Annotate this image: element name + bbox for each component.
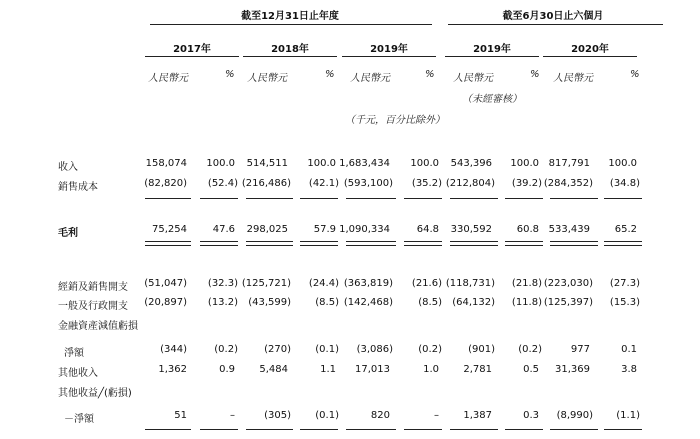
cell-pct: (52.4): [207, 178, 238, 189]
cell-pct: 57.9: [313, 224, 336, 235]
subtotal-rule: [505, 429, 543, 430]
subtotal-rule: [450, 429, 498, 430]
cell-amount: 977: [570, 344, 590, 355]
subtotal-rule: [346, 198, 396, 199]
year-rule: [342, 56, 436, 57]
cell-pct: 100.0: [608, 158, 637, 169]
thousands-note: （千元，百分比除外）: [345, 115, 445, 126]
cell-pct: (11.8): [511, 297, 542, 308]
cell-pct: (0.2): [214, 344, 238, 355]
unit-label: 人民幣元: [350, 73, 390, 84]
cell-amount: 158,074: [145, 158, 187, 169]
cell-amount: (43,599): [248, 297, 291, 308]
cell-pct: (8.5): [418, 297, 442, 308]
row-label: 其他收益╱(虧損): [58, 388, 132, 399]
cell-amount: 1,683,434: [339, 158, 390, 169]
row-label: 銷售成本: [58, 182, 98, 193]
cell-amount: 514,511: [246, 158, 288, 169]
cell-pct: 0.1: [621, 344, 637, 355]
year-rule: [145, 56, 239, 57]
cell-amount: (593,100): [343, 178, 393, 189]
cell-pct: (13.2): [207, 297, 238, 308]
subtotal-rule: [246, 198, 293, 199]
row-label: 經銷及銷售開支: [58, 282, 128, 293]
subtotal-rule: [604, 429, 642, 430]
pct-label: %: [530, 69, 540, 80]
total-rule: [346, 241, 396, 246]
row-label-continued: －淨額: [64, 414, 94, 425]
year-header: 2019年: [473, 44, 511, 55]
subtotal-rule: [404, 429, 442, 430]
total-rule: [246, 241, 293, 246]
cell-amount: 1,362: [158, 364, 187, 375]
cell-amount: (284,352): [543, 178, 593, 189]
cell-amount: 31,369: [555, 364, 590, 375]
cell-pct: (35.2): [411, 178, 442, 189]
subtotal-rule: [200, 198, 238, 199]
year-header: 2020年: [571, 44, 609, 55]
cell-amount: 51: [174, 410, 187, 421]
cell-pct: 1.1: [320, 364, 336, 375]
cell-pct: 47.6: [212, 224, 235, 235]
cell-pct: 0.5: [523, 364, 539, 375]
cell-pct: 60.8: [516, 224, 539, 235]
cell-pct: 1.0: [423, 364, 439, 375]
cell-amount: (363,819): [343, 278, 393, 289]
cell-amount: (125,721): [241, 278, 291, 289]
cell-amount: 1,387: [463, 410, 492, 421]
cell-amount: (8,990): [556, 410, 593, 421]
total-rule: [550, 241, 598, 246]
cell-pct: 64.8: [416, 224, 439, 235]
cell-pct: –: [230, 410, 235, 421]
cell-pct: (0.1): [315, 410, 339, 421]
group-header-year: 截至12月31日止年度: [241, 11, 339, 22]
cell-amount: 543,396: [450, 158, 492, 169]
row-label: 其他收入: [58, 368, 98, 379]
cell-amount: (142,468): [343, 297, 393, 308]
cell-pct: (27.3): [609, 278, 640, 289]
subtotal-rule: [200, 429, 238, 430]
pct-label: %: [225, 69, 235, 80]
unit-label: 人民幣元: [247, 73, 287, 84]
cell-pct: 100.0: [307, 158, 336, 169]
unit-label: 人民幣元: [553, 73, 593, 84]
subtotal-rule: [404, 198, 442, 199]
cell-pct: (24.4): [308, 278, 339, 289]
cell-amount: 2,781: [463, 364, 492, 375]
unit-label: 人民幣元: [453, 73, 493, 84]
cell-amount: (212,804): [445, 178, 495, 189]
total-rule: [300, 241, 338, 246]
cell-amount: (344): [160, 344, 187, 355]
subtotal-rule: [550, 429, 598, 430]
year-rule: [445, 56, 539, 57]
year-header: 2017年: [173, 44, 211, 55]
group-header-half: 截至6月30日止六個月: [502, 11, 604, 22]
cell-pct: (32.3): [207, 278, 238, 289]
cell-pct: –: [434, 410, 439, 421]
cell-amount: (901): [468, 344, 495, 355]
group-rule-year: [150, 24, 432, 25]
row-label: 收入: [58, 162, 78, 173]
pct-label: %: [425, 69, 435, 80]
cell-pct: 100.0: [510, 158, 539, 169]
total-rule: [604, 241, 642, 246]
cell-pct: (0.2): [418, 344, 442, 355]
cell-amount: 17,013: [355, 364, 390, 375]
cell-amount: (3,086): [356, 344, 393, 355]
cell-pct: (1.1): [616, 410, 640, 421]
total-rule: [505, 241, 543, 246]
cell-amount: (270): [264, 344, 291, 355]
subtotal-rule: [145, 198, 191, 199]
cell-pct: (34.8): [609, 178, 640, 189]
row-label-continued: 淨額: [64, 348, 84, 359]
subtotal-rule: [550, 198, 598, 199]
subtotal-rule: [300, 429, 338, 430]
cell-pct: (42.1): [308, 178, 339, 189]
cell-pct: 100.0: [206, 158, 235, 169]
cell-amount: 5,484: [259, 364, 288, 375]
cell-pct: (0.2): [518, 344, 542, 355]
subtotal-rule: [145, 429, 191, 430]
cell-amount: (82,820): [144, 178, 187, 189]
cell-pct: (39.2): [511, 178, 542, 189]
cell-pct: 100.0: [410, 158, 439, 169]
row-label: 金融資產減值虧損: [58, 321, 138, 332]
cell-pct: (8.5): [315, 297, 339, 308]
cell-pct: 65.2: [614, 224, 637, 235]
group-rule-half: [448, 24, 663, 25]
subtotal-rule: [246, 429, 293, 430]
cell-amount: (20,897): [144, 297, 187, 308]
cell-pct: 0.9: [219, 364, 235, 375]
cell-amount: 330,592: [450, 224, 492, 235]
year-rule: [543, 56, 637, 57]
year-header: 2019年: [370, 44, 408, 55]
cell-amount: 298,025: [246, 224, 288, 235]
cell-pct: (15.3): [609, 297, 640, 308]
cell-pct: (0.1): [315, 344, 339, 355]
cell-amount: (118,731): [445, 278, 495, 289]
cell-pct: (21.8): [511, 278, 542, 289]
subtotal-rule: [300, 198, 338, 199]
cell-amount: 820: [370, 410, 390, 421]
cell-amount: (64,132): [452, 297, 495, 308]
cell-amount: (223,030): [543, 278, 593, 289]
row-label: 一般及行政開支: [58, 301, 128, 312]
total-rule: [404, 241, 442, 246]
total-rule: [450, 241, 498, 246]
cell-amount: 1,090,334: [339, 224, 390, 235]
year-header: 2018年: [271, 44, 309, 55]
cell-pct: 3.8: [621, 364, 637, 375]
cell-amount: 75,254: [152, 224, 187, 235]
pct-label: %: [630, 69, 640, 80]
pct-label: %: [325, 69, 335, 80]
total-rule: [200, 241, 238, 246]
cell-amount: (125,397): [543, 297, 593, 308]
cell-pct: (21.6): [411, 278, 442, 289]
cell-amount: (51,047): [144, 278, 187, 289]
subtotal-rule: [505, 198, 543, 199]
cell-amount: 817,791: [548, 158, 590, 169]
subtotal-rule: [450, 198, 498, 199]
unaudited-note: （未經審核）: [462, 94, 522, 105]
year-rule: [243, 56, 337, 57]
unit-label: 人民幣元: [148, 73, 188, 84]
cell-amount: (216,486): [241, 178, 291, 189]
cell-amount: 533,439: [548, 224, 590, 235]
cell-pct: 0.3: [523, 410, 539, 421]
subtotal-rule: [604, 198, 642, 199]
cell-amount: (305): [264, 410, 291, 421]
subtotal-rule: [346, 429, 396, 430]
row-label: 毛利: [58, 228, 78, 239]
total-rule: [145, 241, 191, 246]
